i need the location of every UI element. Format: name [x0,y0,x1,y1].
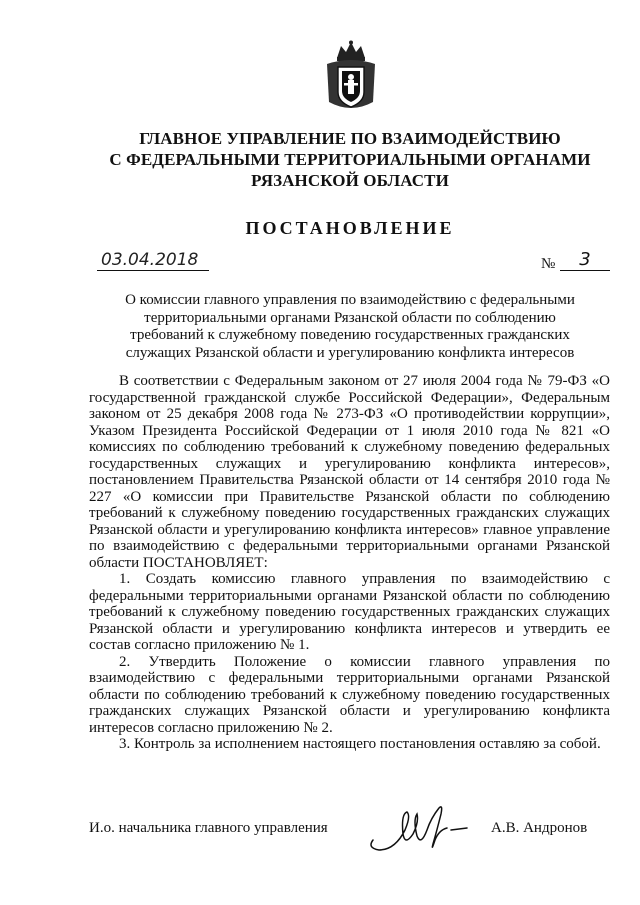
signatory-title: И.о. начальника главного управления [89,820,328,836]
item-3-paragraph: 3. Контроль за исполнением настоящего постановления оставляю за собой. [119,736,601,752]
org-line-2: С ФЕДЕРАЛЬНЫМИ ТЕРРИТОРИАЛЬНЫМИ ОРГАНАМИ [109,150,591,169]
document-date: 03.04.2018 [97,250,209,271]
subject-line-1: О комиссии главного управления по взаимодействию с федеральными [125,292,575,308]
subject-line-2: территориальными органами Рязанской области по соблюдению [144,309,556,326]
number-label: № [541,256,556,272]
coat-of-arms-icon [323,40,379,118]
item-2-paragraph: 2. Утвердить Положение о комиссии главного управления по взаимодействию с федеральными территориальными органами Рязанской области по соблюдению требований к служебному поведению государственных гражданских служащих Рязанской области и урегулированию конфликта интересов согласно приложению № 2. [89,653,610,736]
issuing-authority [90,128,610,191]
org-line-3: РЯЗАНСКОЙ ОБЛАСТИ [251,171,449,190]
preamble-paragraph: В соответствии с Федеральным законом от 27 июля 2004 года № 79-ФЗ «О государственной гражданской службе Российской Федерации», Федеральным законом от 25 декабря 2008 года № 273-ФЗ «О противодействии коррупции», Указом Президента Российской Федерации от 1 июля 2010 года № 821 «О комиссиях по соблюдению требований к служебному поведению федеральных государственных служащих и урегулированию конфликта интересов», постановлением Правительства Рязанской области от 14 сентября 2010 года № 227 «О комиссии при Правительстве Рязанской области по соблюдению требований к служебному поведению государственных гражданских служащих Рязанской области и урегулированию конфликта интересов» главное управление по взаимодействию с федеральными территориальными органами Рязанской области ПОСТАНОВЛЯЕТ: [89,373,610,571]
document-type: ПОСТАНОВЛЕНИЕ [245,218,455,238]
subject-line-3: требований к служебному поведению государственных гражданских [130,327,570,343]
document-number: 3 [560,250,610,271]
document-body [89,373,610,753]
document-subject [100,292,600,362]
signature-block [0,800,640,860]
org-line-1: ГЛАВНОЕ УПРАВЛЕНИЕ ПО ВЗАИМОДЕЙСТВИЮ [139,129,561,148]
subject-line-4: служащих Рязанской области и урегулированию конфликта интересов [125,344,575,361]
item-1-paragraph: 1. Создать комиссию главного управления по взаимодействию с федеральными территориальными органами Рязанской области по соблюдению требований к служебному поведению государственных гражданских служащих Рязанской области и урегулированию конфликта интересов и утвердить ее состав согласно приложению № 1. [89,571,610,653]
signatory-name: А.В. Андронов [491,820,588,836]
handwritten-signature [365,800,475,855]
